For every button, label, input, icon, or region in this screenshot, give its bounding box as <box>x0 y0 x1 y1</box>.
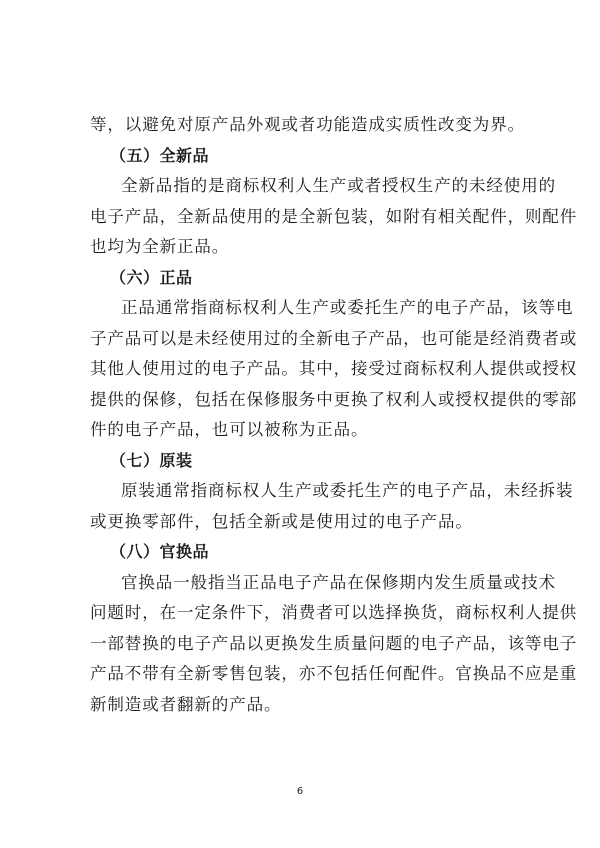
section-heading: （八）官换品 <box>110 542 210 561</box>
section-heading: （七）原装 <box>110 450 193 470</box>
paragraph-line: 提供的保修，包括在保修服务中更换了权利人或授权提供的零部 <box>90 389 578 409</box>
paragraph-line: 产品不带有全新零售包装，亦不包括任何配件。官换品不应是重 <box>90 664 578 683</box>
section-heading: （六）正品 <box>110 267 193 287</box>
paragraph-line: 等，以避免对原产品外观或者功能造成实质性改变为界。 <box>90 115 525 134</box>
paragraph-line: 一部替换的电子产品以更换发生质量问题的电子产品，该等电子 <box>90 633 578 653</box>
paragraph-line: 新制造或者翻新的产品。 <box>90 694 282 714</box>
paragraph-line: 或更换零部件，包括全新或是使用过的电子产品。 <box>90 511 473 531</box>
paragraph-line: 原装通常指商标权人生产或委托生产的电子产品，未经拆装 <box>121 481 574 500</box>
paragraph-line: 其他人使用过的电子产品。其中，接受过商标权利人提供或授权 <box>90 359 578 378</box>
paragraph-line: 官换品一般指当正品电子产品在保修期内发生质量或技术 <box>121 572 556 592</box>
paragraph-line: 正品通常指商标权利人生产或委托生产的电子产品，该等电 <box>121 298 574 317</box>
paragraph-line: 电子产品，全新品使用的是全新包装，如附有相关配件，则配件 <box>90 206 578 226</box>
document-page <box>90 110 578 720</box>
paragraph-line: 全新品指的是商标权利人生产或者授权生产的未经使用的 <box>121 176 556 195</box>
paragraph-line: 问题时，在一定条件下，消费者可以选择换货，商标权利人提供 <box>90 603 578 622</box>
section-heading: （五）全新品 <box>110 145 210 165</box>
paragraph-line: 子产品可以是未经使用过的全新电子产品，也可能是经消费者或 <box>90 328 578 348</box>
page-number: 6 <box>296 786 304 797</box>
paragraph-line: 也均为全新正品。 <box>90 237 230 256</box>
paragraph-line: 件的电子产品，也可以被称为正品。 <box>90 420 369 439</box>
